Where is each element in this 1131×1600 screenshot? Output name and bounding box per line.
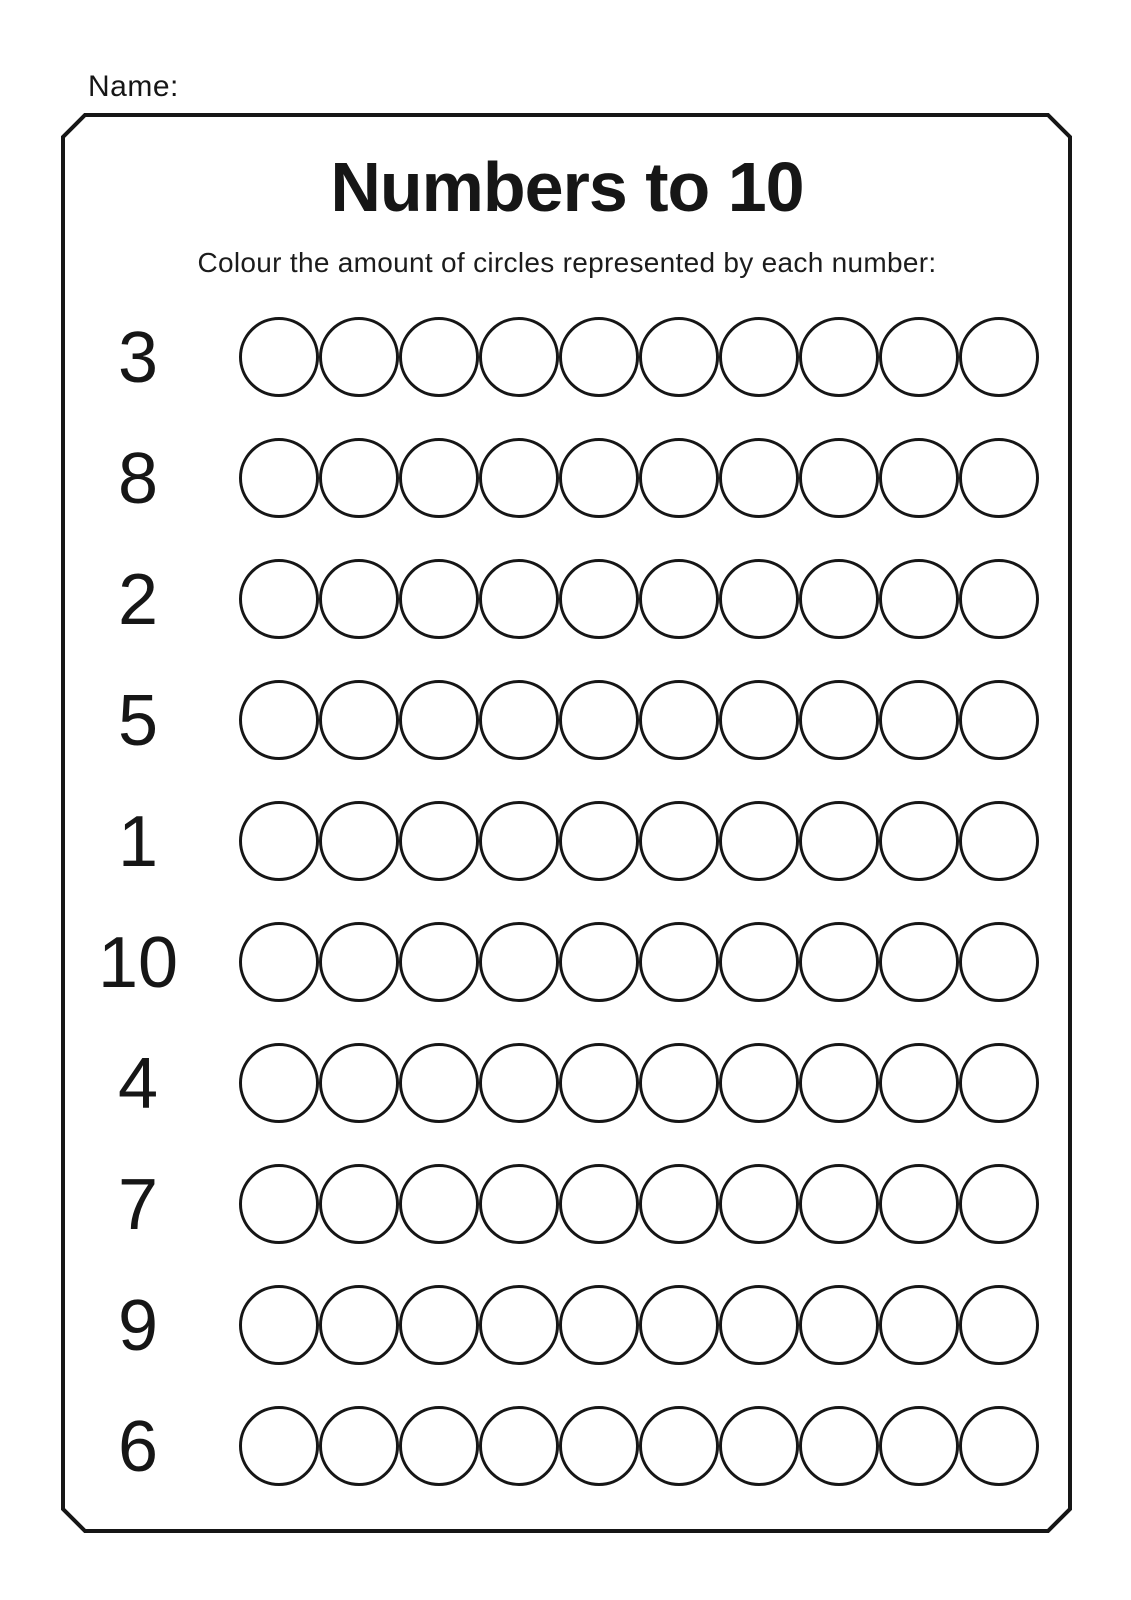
colour-circle[interactable] — [719, 317, 799, 397]
worksheet-row — [0, 1406, 1131, 1486]
colour-circle[interactable] — [639, 1164, 719, 1244]
colour-circle[interactable] — [559, 1043, 639, 1123]
colour-circle[interactable] — [799, 680, 879, 760]
colour-circle[interactable] — [639, 801, 719, 881]
colour-circle[interactable] — [319, 438, 399, 518]
colour-circle[interactable] — [399, 1164, 479, 1244]
colour-circle[interactable] — [719, 1285, 799, 1365]
row-number: 2 — [117, 560, 159, 640]
colour-circle[interactable] — [559, 317, 639, 397]
row-number: 6 — [117, 1407, 159, 1487]
colour-circle[interactable] — [479, 438, 559, 518]
colour-circle[interactable] — [399, 1043, 479, 1123]
colour-circle[interactable] — [479, 559, 559, 639]
worksheet-row — [0, 1164, 1131, 1244]
colour-circle[interactable] — [239, 317, 319, 397]
colour-circle[interactable] — [239, 922, 319, 1002]
worksheet-row — [0, 680, 1131, 760]
colour-circle[interactable] — [559, 1285, 639, 1365]
circle-strip — [239, 1043, 1039, 1123]
colour-circle[interactable] — [879, 317, 959, 397]
circle-strip — [239, 438, 1039, 518]
colour-circle[interactable] — [959, 922, 1039, 1002]
colour-circle[interactable] — [799, 438, 879, 518]
circle-strip — [239, 922, 1039, 1002]
circle-strip — [239, 1285, 1039, 1365]
colour-circle[interactable] — [399, 559, 479, 639]
colour-circle[interactable] — [559, 1406, 639, 1486]
colour-circle[interactable] — [399, 1285, 479, 1365]
colour-circle[interactable] — [319, 1406, 399, 1486]
name-label: Name: — [88, 70, 179, 103]
row-number: 3 — [117, 318, 159, 398]
colour-circle[interactable] — [879, 1043, 959, 1123]
colour-circle[interactable] — [959, 1285, 1039, 1365]
colour-circle[interactable] — [639, 1285, 719, 1365]
colour-circle[interactable] — [479, 1406, 559, 1486]
colour-circle[interactable] — [399, 317, 479, 397]
colour-circle[interactable] — [239, 438, 319, 518]
colour-circle[interactable] — [239, 1285, 319, 1365]
page-title: Numbers to 10 — [330, 148, 804, 226]
colour-circle[interactable] — [319, 922, 399, 1002]
colour-circle[interactable] — [959, 1043, 1039, 1123]
circle-strip — [239, 801, 1039, 881]
colour-circle[interactable] — [399, 922, 479, 1002]
colour-circle[interactable] — [879, 559, 959, 639]
colour-circle[interactable] — [639, 438, 719, 518]
colour-circle[interactable] — [559, 1164, 639, 1244]
colour-circle[interactable] — [239, 801, 319, 881]
row-number: 1 — [117, 802, 159, 882]
circle-strip — [239, 559, 1039, 639]
row-number: 10 — [97, 923, 179, 1003]
row-number: 4 — [117, 1044, 159, 1124]
colour-circle[interactable] — [239, 559, 319, 639]
colour-circle[interactable] — [959, 438, 1039, 518]
colour-circle[interactable] — [479, 1164, 559, 1244]
row-number: 5 — [117, 681, 159, 761]
worksheet-row — [0, 922, 1131, 1002]
colour-circle[interactable] — [559, 438, 639, 518]
colour-circle[interactable] — [639, 559, 719, 639]
worksheet-row — [0, 1285, 1131, 1365]
colour-circle[interactable] — [799, 559, 879, 639]
colour-circle[interactable] — [799, 922, 879, 1002]
colour-circle[interactable] — [959, 317, 1039, 397]
colour-circle[interactable] — [879, 438, 959, 518]
colour-circle[interactable] — [719, 801, 799, 881]
colour-circle[interactable] — [719, 680, 799, 760]
colour-circle[interactable] — [319, 1043, 399, 1123]
colour-circle[interactable] — [639, 680, 719, 760]
colour-circle[interactable] — [479, 317, 559, 397]
colour-circle[interactable] — [879, 1164, 959, 1244]
colour-circle[interactable] — [559, 801, 639, 881]
row-number: 9 — [117, 1286, 159, 1366]
colour-circle[interactable] — [799, 1285, 879, 1365]
colour-circle[interactable] — [719, 1043, 799, 1123]
colour-circle[interactable] — [719, 1406, 799, 1486]
colour-circle[interactable] — [319, 801, 399, 881]
colour-circle[interactable] — [319, 1285, 399, 1365]
colour-circle[interactable] — [799, 1043, 879, 1123]
worksheet-row — [0, 317, 1131, 397]
worksheet-row — [0, 1043, 1131, 1123]
colour-circle[interactable] — [879, 680, 959, 760]
colour-circle[interactable] — [239, 680, 319, 760]
colour-circle[interactable] — [319, 559, 399, 639]
colour-circle[interactable] — [879, 1285, 959, 1365]
colour-circle[interactable] — [239, 1164, 319, 1244]
colour-circle[interactable] — [639, 922, 719, 1002]
colour-circle[interactable] — [719, 1164, 799, 1244]
colour-circle[interactable] — [239, 1406, 319, 1486]
colour-circle[interactable] — [719, 438, 799, 518]
row-number: 7 — [117, 1165, 159, 1245]
colour-circle[interactable] — [639, 317, 719, 397]
colour-circle[interactable] — [479, 922, 559, 1002]
row-number: 8 — [117, 439, 159, 519]
colour-circle[interactable] — [559, 922, 639, 1002]
colour-circle[interactable] — [479, 801, 559, 881]
colour-circle[interactable] — [319, 680, 399, 760]
colour-circle[interactable] — [399, 438, 479, 518]
colour-circle[interactable] — [639, 1406, 719, 1486]
colour-circle[interactable] — [799, 317, 879, 397]
colour-circle[interactable] — [559, 559, 639, 639]
colour-circle[interactable] — [399, 680, 479, 760]
circle-strip — [239, 1164, 1039, 1244]
worksheet-row — [0, 801, 1131, 881]
colour-circle[interactable] — [959, 801, 1039, 881]
colour-circle[interactable] — [719, 559, 799, 639]
colour-circle[interactable] — [799, 1406, 879, 1486]
colour-circle[interactable] — [559, 680, 639, 760]
colour-circle[interactable] — [399, 801, 479, 881]
colour-circle[interactable] — [879, 1406, 959, 1486]
colour-circle[interactable] — [879, 922, 959, 1002]
colour-circle[interactable] — [959, 1406, 1039, 1486]
circle-strip — [239, 317, 1039, 397]
colour-circle[interactable] — [479, 1043, 559, 1123]
colour-circle[interactable] — [959, 1164, 1039, 1244]
colour-circle[interactable] — [879, 801, 959, 881]
colour-circle[interactable] — [639, 1043, 719, 1123]
worksheet-row — [0, 559, 1131, 639]
colour-circle[interactable] — [319, 317, 399, 397]
instruction-text: Colour the amount of circles represented by each number: — [197, 247, 937, 278]
colour-circle[interactable] — [959, 680, 1039, 760]
colour-circle[interactable] — [399, 1406, 479, 1486]
colour-circle[interactable] — [239, 1043, 319, 1123]
colour-circle[interactable] — [319, 1164, 399, 1244]
colour-circle[interactable] — [479, 680, 559, 760]
colour-circle[interactable] — [479, 1285, 559, 1365]
worksheet-row — [0, 438, 1131, 518]
colour-circle[interactable] — [799, 1164, 879, 1244]
circle-strip — [239, 1406, 1039, 1486]
colour-circle[interactable] — [719, 922, 799, 1002]
colour-circle[interactable] — [799, 801, 879, 881]
circle-strip — [239, 680, 1039, 760]
colour-circle[interactable] — [959, 559, 1039, 639]
